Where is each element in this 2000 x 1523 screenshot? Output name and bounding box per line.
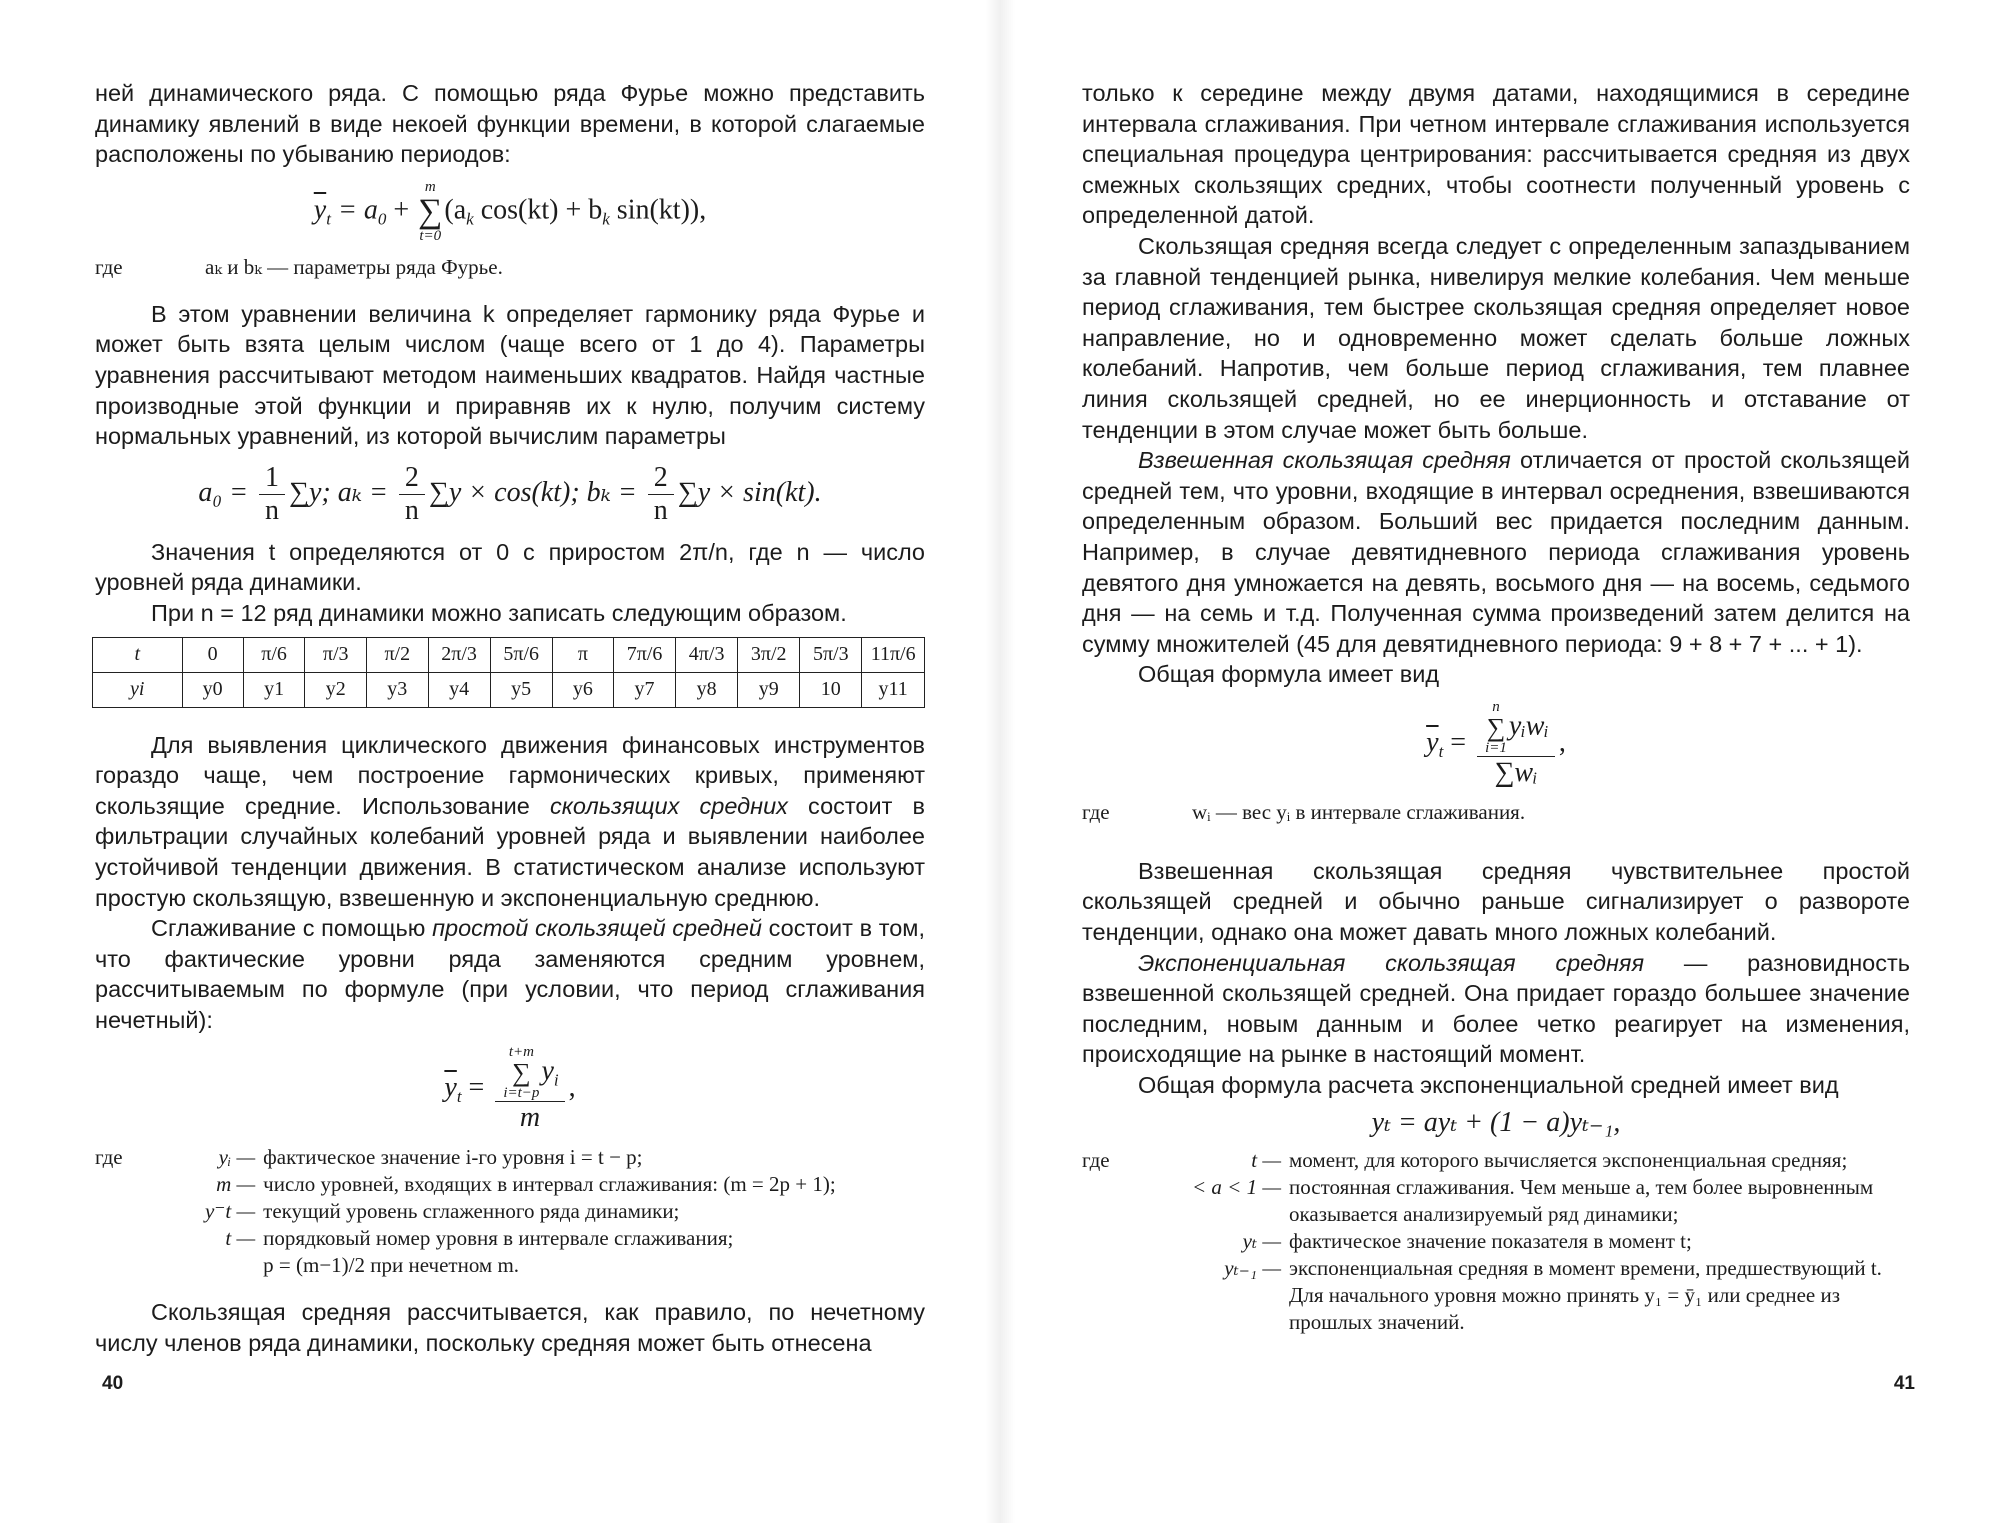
wma-tail: , [1558,726,1566,758]
fourier-lhs: $\overline{y}$ [313,194,327,226]
left-paragraph-simple-ma [95,913,925,1035]
params-frac-1 [259,462,285,527]
fourier-sum: m ∑ t=0 [418,178,443,244]
fourier-sum-bottom: t=0 [419,227,442,244]
definition-symbol: y⁻t — [205,1199,256,1224]
table-cell: π/3 [305,637,367,672]
definition-text: фактическое значение i-го уровня i = t − p; [263,1145,643,1170]
definition-text: фактическое значение показателя в момент t; [1289,1228,1692,1253]
table-cell: y1 [243,672,305,707]
table-cell: π/6 [243,637,305,672]
where-label: где [95,1145,123,1170]
frac-num: 2 [648,462,674,495]
definition-symbol: < a < 1 — [1192,1174,1282,1199]
right-paragraph-sensitivity: Взвешенная скользящая средняя чувствительнее простой скользящей средней и обычно раньше сигнализирует о развороте тенденции, однако она может давать много ложных колебаний. [1082,857,1910,946]
fourier-bk-sub: k [602,209,610,229]
wma-sum: n ∑ i=1 [1485,698,1507,756]
text-run: Для выявления циклического движения финансовых инструментов гораздо чаще, чем построение гармонических кривых, применяют скользящие средние. Использование [95,731,925,819]
wma-lhs: $\overline{y}$ [1426,726,1439,758]
params-formula [95,462,925,527]
table-row-header: yi [93,672,183,707]
right-paragraph-exponential [1082,948,1910,1070]
fourier-eq: = a [337,194,378,226]
wma-eq: = [1450,726,1467,758]
text-run: отличается от простой скользящей средней тем, что уровни, входящие в интервал осреднения, взвешиваются определенным образом. Больший вес придается последним данным. Например, в случае девятидневного периода сглаживания уровень девятого дня умножается на девять, восьмого дня — на восемь, седьмого дня — на семь и т.д. Полученная сумма произведений затем делится на сумму множителей (45 для девятидневного периода: 9 + 8 + 7 + ... + 1). [1082,447,1910,657]
params-frac-2 [399,462,425,527]
table-cell: 11π/6 [862,637,925,672]
fourier-sin: sin(kt)), [609,194,707,226]
sma-num-var: y [541,1055,554,1087]
wma-sum-bottom: i=1 [1485,739,1507,756]
sma-tail: , [568,1072,576,1104]
italic-term: простой скользящей средней [432,915,762,942]
frac-den: n [653,494,668,526]
table-cell: y4 [428,672,490,707]
params-term-3: ∑y × sin(kt). [677,476,822,508]
table-cell: 5π/6 [490,637,552,672]
sma-eq: = [468,1072,485,1104]
right-paragraph-lag: Скользящая средняя всегда следует с определенным запаздыванием за главной тенденцией рынка, нивелируя мелкие колебания. Чем меньше период сглаживания, тем быстрее скользящая средняя определяет новое направление, но и одновременно может сделать больше ложных колебаний. Напротив, чем больше период сглаживания, тем плавнее линия скользящей средней, но ее инерционность и отставание от тенденции в этом случае может быть больше. [1082,232,1910,443]
fourier-plus: + [393,194,410,226]
left-text-column [95,78,925,1359]
wma-fraction [1477,700,1555,789]
definition-text: p = (m−1)/2 при нечетном m. [263,1253,520,1278]
sma-formula [95,1045,925,1134]
fourier-formula [95,180,925,244]
table-cell: 2π/3 [428,637,490,672]
text-run: Сглаживание с помощью [151,915,433,942]
page-right [1000,0,2000,1523]
definition-symbol: yᵢ — [218,1145,256,1170]
where-label: где [95,254,123,279]
sma-sum: t+m ∑ i=t−p [503,1044,540,1102]
table-cell: 0 [182,637,243,672]
wma-where [1082,799,1910,826]
sma-fraction [495,1045,564,1134]
definition-symbol: t — [1251,1147,1282,1172]
definition-symbol: m — [216,1172,256,1197]
ema-formula [1082,1105,1910,1139]
frac-den: n [265,494,280,526]
sma-where [95,1144,925,1279]
definition-symbol: yₜ₋₁ — [1224,1255,1282,1280]
table-row [93,672,925,707]
definition-text: постоянная сглаживания. Чем меньше a, тем более выровненным оказывается анализируемый ряд динамики; [1289,1174,1874,1226]
sma-den: m [519,1102,541,1134]
table-cell: y9 [738,672,800,707]
definition-symbol: t — [225,1226,256,1251]
definition-symbol: yₜ — [1242,1228,1282,1253]
ema-formula-text: yₜ = ayₜ + (1 − a)yₜ₋₁, [1371,1106,1621,1138]
sma-sum-top: t+m [508,1044,534,1061]
left-paragraph-n12: При n = 12 ряд динамики можно записать следующим образом. [151,599,847,626]
fourier-sum-top: m [424,178,436,195]
wma-den: ∑wᵢ [1494,756,1538,788]
table-cell: y2 [305,672,367,707]
left-paragraph-harmonic: В этом уравнении величина k определяет гармонику ряда Фурье и может быть взята целым числом (чаще всего от 1 до 4). Параметры уравнения рассчитывают методом наименьших квадратов. Найдя частные производные этой функции и приравняв их к нулю, получим систему нормальных уравнений, из которой вычислим параметры [95,300,925,450]
table-cell: π/2 [366,637,428,672]
italic-term: скользящих средних [550,792,788,819]
params-term-2: ∑y × cos(kt); bₖ = [428,476,637,508]
sma-definitions [205,1144,836,1279]
table-cell: y11 [862,672,925,707]
table-cell: y6 [552,672,613,707]
where-text: wᵢ — вес yᵢ в интервале сглаживания. [1192,799,1526,824]
definition-text: момент, для которого вычисляется экспоненциальная средняя; [1289,1147,1848,1172]
table-row-header: t [93,637,183,672]
table-cell: y3 [366,672,428,707]
ema-where [1082,1147,1910,1336]
page-number-left: 40 [102,1373,124,1394]
fourier-cos: cos(kt) + b [473,194,603,226]
right-text-column [1082,78,1910,1342]
table-cell: 7π/6 [614,637,676,672]
left-paragraph-moving-averages [95,730,925,914]
text-run: состоит в том, что фактические уровни ряда заменяются средним уровнем, рассчитываемым по формуле (при условии, что период сглаживания нечетный): [95,915,925,1033]
fourier-lhs-sub: t [326,209,331,229]
ema-definitions [1192,1147,1910,1336]
right-paragraph-middle: только к середине между двумя датами, находящимися в середине интервала сглаживания. При четном интервале сглаживания используется специальная процедура центрирования: рассчитывается средняя из двух смежных скользящих средних, чтобы соотнести полученный уровень с определенной датой. [1082,80,1910,229]
definition-text: порядковый номер уровня в интервале сглаживания; [263,1226,734,1251]
sma-sum-bottom: i=t−p [503,1085,540,1102]
table-cell: 5π/3 [800,637,862,672]
right-paragraph-general-formula: Общая формула имеет вид [1138,661,1440,688]
left-paragraph-odd-members: Скользящая средняя рассчитывается, как правило, по нечетному числу членов ряда динамики, поскольку средняя может быть отнесена [95,1299,925,1357]
params-a0: a₀ = [198,476,249,508]
params-frac-3 [648,462,674,527]
text-run: состоит в фильтрации случайных колебаний уровней ряда и выявлении наиболее устойчивой тенденции движения. В статистическом анализе используют простую скользящую, взвешенную и экспоненциальную среднюю. [95,792,925,911]
wma-sum-top: n [1492,698,1500,715]
fourier-body: (a [444,194,467,226]
right-paragraph-weighted [1082,445,1910,659]
where-text: aₖ и bₖ — параметры ряда Фурье. [205,254,503,279]
table-cell: y5 [490,672,552,707]
table-row [93,637,925,672]
wma-num: yᵢwᵢ [1508,710,1549,742]
fourier-a0-sub: 0 [377,209,387,229]
definition-text: экспоненциальная средняя в момент времени, предшествующий t. Для начального уровня можно принять y₁ = ȳ₁ или среднее из прошлых значений. [1289,1255,1882,1334]
fourier-ak-sub: k [466,209,474,229]
text-run: — разновидность взвешенной скользящей средней. Она придает гораздо большее значение последним, новым данным и более четко реагирует на изменения, происходящие на рынке в настоящий момент. [1082,949,1910,1068]
definition-symbol [205,1252,255,1279]
where-label: где [1082,799,1110,824]
sma-lhs-sub: t [456,1087,462,1107]
page-number-right: 41 [1893,1373,1915,1394]
definition-text: число уровней, входящих в интервал сглаживания: (m = 2p + 1); [263,1172,836,1197]
sma-lhs: $\overline{y}$ [444,1072,457,1104]
fourier-where [95,254,925,281]
left-paragraph-t-values: Значения t определяются от 0 с приростом 2π/n, где n — число уровней ряда динамики. [95,538,925,596]
table-cell: y8 [676,672,738,707]
frac-num: 1 [259,462,285,495]
right-paragraph-ema-formula-intro: Общая формула расчета экспоненциальной средней имеет вид [1138,1072,1839,1099]
table-cell: 4π/3 [676,637,738,672]
series-table [92,637,925,708]
frac-num: 2 [399,462,425,495]
definition-text: текущий уровень сглаженного ряда динамики; [263,1199,680,1224]
table-cell: y0 [182,672,243,707]
sma-num-sub: i [553,1070,559,1090]
wma-lhs-sub: t [1438,741,1444,761]
where-label: где [1082,1147,1110,1172]
wma-formula [1082,700,1910,789]
table-cell: π [552,637,613,672]
table-cell: 3π/2 [738,637,800,672]
frac-den: n [404,494,419,526]
italic-term: Взвешенная скользящая средняя [1138,447,1511,474]
italic-term: Экспоненциальная скользящая средняя [1138,949,1644,976]
left-intro-paragraph: ней динамического ряда. С помощью ряда Фурье можно представить динамику явлений в виде некоей функции времени, в которой слагаемые расположены по убыванию периодов: [95,80,925,168]
table-cell: y7 [614,672,676,707]
table-cell: 10 [800,672,862,707]
params-term-1: ∑y; aₖ = [289,476,388,508]
